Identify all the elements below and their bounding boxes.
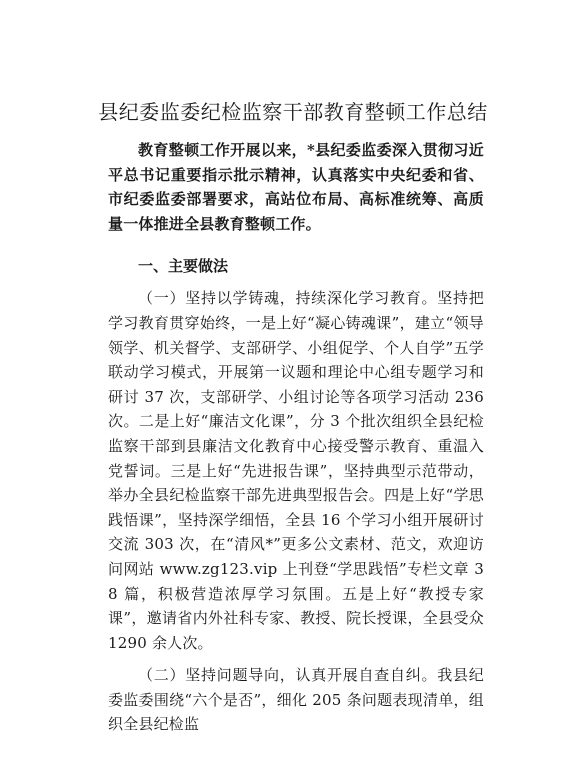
paragraph-gap <box>108 655 484 663</box>
paragraph-problem-oriented: （二）坚持问题导向，认真开展自查自纠。我县纪委监委围绕“六个是否”，细化 205 条问题表现清单，组织全县纪检监 <box>108 666 484 734</box>
document-body <box>108 138 484 737</box>
section-heading: 一、主要做法 <box>138 257 229 276</box>
paragraph-gap <box>108 236 484 244</box>
paragraph-study-education: （一）坚持以学铸魂，持续深化学习教育。坚持把学习教育贯穿始终，一是上好“凝心铸魂课”，建立“领导领学、机关督学、支部研学、小组促学、个人自学”五学联动学习模式，开展第一议题和理论中心组专题学习和研讨 37 次，支部研学、小组讨论等各项学习活动 236 次。二是上好“廉洁文化课”，分 3 个批次组织全县纪检监察干部到县廉洁文化教育中心接受警示教育、重温入党誓词。三是上好“先进报告课”，坚持典型示范带动，举办全县纪检监察干部先进典型报告会。四是上好“学思践悟课”，坚持深学细悟，全县 16 个学习小组开展研讨交流 303 次，在“清风*”更多公文素材、范文，欢迎访问网站 www.zg123.vip 上刊登“学思践悟”专栏文章 38 篇，积极营造浓厚学习氛围。五是上好“教授专家课”，邀请省内外社科专家、教授、院长授课，全县受众 1290 余人次。 <box>108 289 484 652</box>
document-title: 县纪委监委纪检监察干部教育整顿工作总结 <box>98 100 488 124</box>
intro-paragraph: 教育整顿工作开展以来，*县纪委监委深入贯彻习近平总书记重要指示批示精神，认真落实中央纪委和省、市纪委监委部署要求，高站位布局、高标准统筹、高质量一体推进全县教育整顿工作。 <box>108 141 484 233</box>
